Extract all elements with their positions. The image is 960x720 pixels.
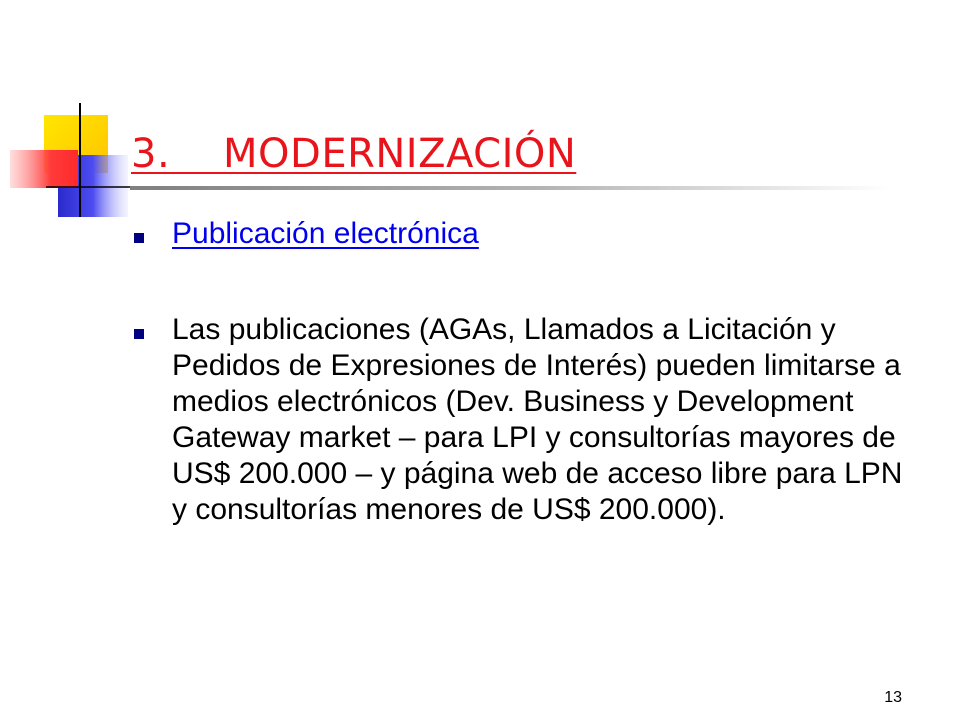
bullet-item-link	[134, 216, 914, 252]
square-bullet-icon	[134, 329, 144, 339]
colored-squares-logo-icon	[0, 95, 140, 225]
publicacion-electronica-link[interactable]: Publicación electrónica	[172, 217, 479, 250]
bullet-paragraph: Las publicaciones (AGAs, Llamados a Licitación y Pedidos de Expresiones de Interés) pueden limitarse a medios electrónicos (Dev. Business y Development Gateway market – para LPI y consultorías mayores de US$ 200.000 – y página web de acceso libre para LPN y consultorías menores de US$ 200.000).	[172, 313, 903, 526]
bullet-item-text	[134, 312, 914, 528]
bullet-list	[134, 216, 914, 528]
slide-title: 3. MODERNIZACIÓN	[131, 131, 577, 177]
title-underline-rule	[130, 186, 890, 190]
page-number: 13	[884, 689, 902, 706]
square-bullet-icon	[134, 233, 144, 243]
